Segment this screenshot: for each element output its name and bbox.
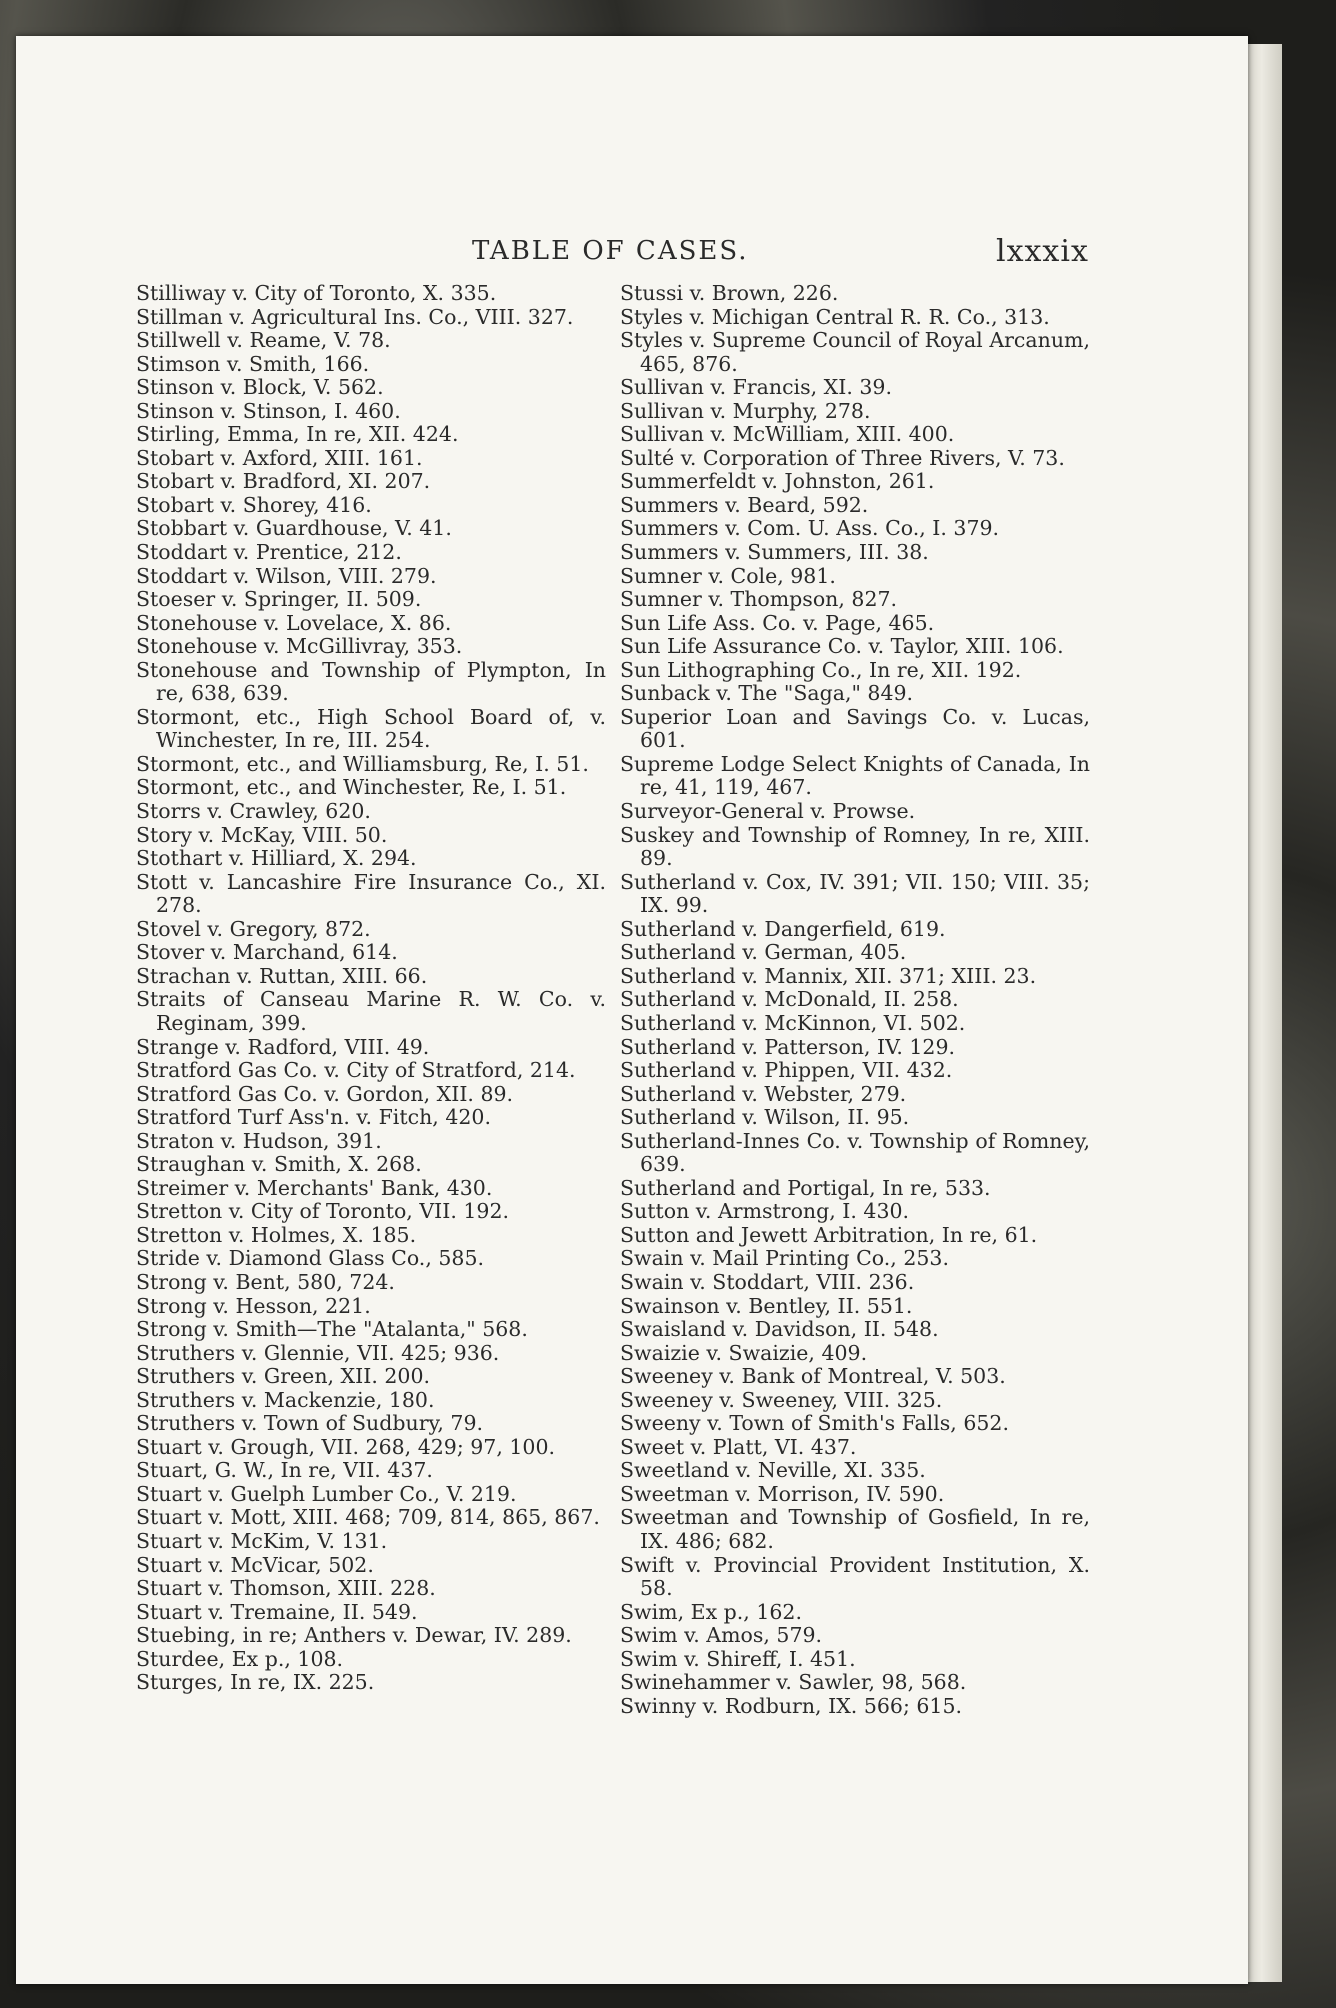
case-entry: Sun Lithographing Co., In re, XII. 192. bbox=[620, 657, 1022, 682]
case-entry: Sullivan v. Francis, XI. 39. bbox=[620, 375, 892, 400]
case-entry: Sutherland v. Patterson, IV. 129. bbox=[620, 1034, 956, 1059]
case-entry: Story v. McKay, VIII. 50. bbox=[136, 822, 388, 847]
case-entry: Stride v. Diamond Glass Co., 585. bbox=[136, 1246, 484, 1271]
case-entry: Stuart, G. W., In re, VII. 437. bbox=[136, 1458, 433, 1483]
case-entry: Suskey and Township of Romney, In re, XIII. 89. bbox=[620, 822, 1090, 871]
case-entry: Struthers v. Glennie, VII. 425; 936. bbox=[136, 1340, 500, 1365]
case-entry: Stinson v. Block, V. 562. bbox=[136, 375, 384, 400]
case-entry: Strange v. Radford, VIII. 49. bbox=[136, 1034, 430, 1059]
case-entry: Sullivan v. McWilliam, XIII. 400. bbox=[620, 422, 955, 447]
case-entry: Swift v. Provincial Provident Institution, X. 58. bbox=[620, 1552, 1090, 1601]
case-entry: Sutherland-Innes Co. v. Township of Romney, 639. bbox=[620, 1128, 1090, 1177]
case-entry: Sun Life Assurance Co. v. Taylor, XIII. 106. bbox=[620, 634, 1064, 659]
case-entry: Stoddart v. Prentice, 212. bbox=[136, 540, 402, 565]
case-entry: Sutherland v. Wilson, II. 95. bbox=[620, 1105, 910, 1130]
case-entry: Stobart v. Bradford, XI. 207. bbox=[136, 469, 431, 494]
case-entry: Summers v. Beard, 592. bbox=[620, 492, 869, 517]
case-entry: Stuart v. Tremaine, II. 549. bbox=[136, 1599, 418, 1624]
case-entry: Stott v. Lancashire Fire Insurance Co., XI. 278. bbox=[136, 869, 606, 918]
case-entry: Sun Life Ass. Co. v. Page, 465. bbox=[620, 610, 935, 635]
case-entry: Sturdee, Ex p., 108. bbox=[136, 1646, 344, 1671]
case-entry: Sweeny v. Town of Smith's Falls, 652. bbox=[620, 1411, 1009, 1436]
case-entry: Streimer v. Merchants' Bank, 430. bbox=[136, 1175, 493, 1200]
case-entry: Sweetman and Township of Gosfield, In re, IX. 486; 682. bbox=[620, 1505, 1090, 1553]
case-entry: Stilliway v. City of Toronto, X. 335. bbox=[136, 281, 497, 305]
case-entry: Swainson v. Bentley, II. 551. bbox=[620, 1293, 913, 1318]
case-entry: Swain v. Stoddart, VIII. 236. bbox=[620, 1269, 915, 1294]
case-entry: Sutherland v. Dangerfield, 619. bbox=[620, 916, 946, 941]
case-entry: Styles v. Michigan Central R. R. Co., 313. bbox=[620, 304, 1050, 329]
case-entry: Straits of Canseau Marine R. W. Co. v. Reginam, 399. bbox=[136, 987, 606, 1035]
case-entry: Sutherland v. McDonald, II. 258. bbox=[620, 987, 959, 1012]
case-entry: Sumner v. Thompson, 827. bbox=[620, 587, 898, 612]
case-entry: Stirling, Emma, In re, XII. 424. bbox=[136, 422, 459, 447]
case-entry: Stonehouse v. Lovelace, X. 86. bbox=[136, 610, 452, 635]
case-entry: Stobart v. Axford, XIII. 161. bbox=[136, 445, 423, 470]
page-number: lxxxix bbox=[996, 234, 1089, 269]
case-entry: Swim, Ex p., 162. bbox=[620, 1599, 802, 1624]
case-entry: Sutherland v. Cox, IV. 391; VII. 150; VIII. 35; IX. 99. bbox=[620, 869, 1090, 918]
case-entry: Summerfeldt v. Johnston, 261. bbox=[620, 469, 935, 494]
case-entry: Superior Loan and Savings Co. v. Lucas, 601. bbox=[620, 704, 1090, 753]
case-entry: Stratford Turf Ass'n. v. Fitch, 420. bbox=[136, 1105, 491, 1130]
case-entry: Stretton v. Holmes, X. 185. bbox=[136, 1222, 417, 1247]
case-entry: Stimson v. Smith, 166. bbox=[136, 351, 370, 376]
case-entry: Stuebing, in re; Anthers v. Dewar, IV. 289. bbox=[136, 1623, 572, 1648]
case-entry: Strachan v. Ruttan, XIII. 66. bbox=[136, 963, 428, 988]
page-edge bbox=[1248, 44, 1282, 1982]
case-entry: Sturges, In re, IX. 225. bbox=[136, 1670, 375, 1695]
case-entry: Stobart v. Shorey, 416. bbox=[136, 492, 372, 517]
case-entry: Swaizie v. Swaizie, 409. bbox=[620, 1340, 868, 1365]
case-entry: Swain v. Mail Printing Co., 253. bbox=[620, 1246, 949, 1271]
case-entry: Straton v. Hudson, 391. bbox=[136, 1128, 382, 1153]
case-entry: Swim v. Amos, 579. bbox=[620, 1623, 823, 1648]
case-entry: Stuart v. McVicar, 502. bbox=[136, 1552, 374, 1577]
case-entry: Struthers v. Green, XII. 200. bbox=[136, 1364, 431, 1389]
case-entry: Strong v. Hesson, 221. bbox=[136, 1293, 371, 1318]
case-entry: Summers v. Summers, III. 38. bbox=[620, 540, 929, 565]
case-entry: Sutherland v. Webster, 279. bbox=[620, 1081, 907, 1106]
case-entry: Stussi v. Brown, 226. bbox=[620, 281, 839, 305]
case-entry: Stormont, etc., and Williamsburg, Re, I. 51. bbox=[136, 751, 589, 776]
right-column bbox=[620, 282, 1090, 1718]
case-entry: Stillwell v. Reame, V. 78. bbox=[136, 328, 391, 353]
case-entry: Styles v. Supreme Council of Royal Arcanum, 465, 876. bbox=[620, 328, 1090, 376]
case-entry: Sumner v. Cole, 981. bbox=[620, 563, 836, 588]
case-entry: Sutherland v. German, 405. bbox=[620, 940, 907, 965]
case-entry: Stormont, etc., and Winchester, Re, I. 51. bbox=[136, 775, 567, 800]
case-entry: Stillman v. Agricultural Ins. Co., VIII. 327. bbox=[136, 304, 574, 329]
case-entry: Stuart v. Guelph Lumber Co., V. 219. bbox=[136, 1481, 517, 1506]
case-entry: Sweeney v. Bank of Montreal, V. 503. bbox=[620, 1364, 1006, 1389]
case-entry: Stoeser v. Springer, II. 509. bbox=[136, 587, 422, 612]
page-title: TABLE OF CASES. bbox=[472, 236, 749, 266]
case-entry: Sutton and Jewett Arbitration, In re, 61. bbox=[620, 1222, 1038, 1247]
case-entry: Sutherland v. Phippen, VII. 432. bbox=[620, 1058, 953, 1083]
left-column bbox=[136, 282, 606, 1695]
case-entry: Strong v. Smith—The "Atalanta," 568. bbox=[136, 1317, 528, 1342]
case-entry: Sweet v. Platt, VI. 437. bbox=[620, 1434, 857, 1459]
case-entry: Swaisland v. Davidson, II. 548. bbox=[620, 1317, 939, 1342]
case-entry: Supreme Lodge Select Knights of Canada, In re, 41, 119, 467. bbox=[620, 751, 1090, 800]
case-entry: Sutherland v. Mannix, XII. 371; XIII. 23. bbox=[620, 963, 1037, 988]
case-entry: Swinny v. Rodburn, IX. 566; 615. bbox=[620, 1693, 963, 1718]
case-entry: Sweeney v. Sweeney, VIII. 325. bbox=[620, 1387, 943, 1412]
case-entry: Sunback v. The "Saga," 849. bbox=[620, 681, 914, 706]
case-entry: Storrs v. Crawley, 620. bbox=[136, 799, 371, 824]
case-entry: Stover v. Marchand, 614. bbox=[136, 940, 398, 965]
case-entry: Struthers v. Mackenzie, 180. bbox=[136, 1387, 435, 1412]
case-entry: Summers v. Com. U. Ass. Co., I. 379. bbox=[620, 516, 1000, 541]
case-entry: Stobbart v. Guardhouse, V. 41. bbox=[136, 516, 452, 541]
case-entry: Stonehouse v. McGillivray, 353. bbox=[136, 634, 463, 659]
case-entry: Stuart v. Grough, VII. 268, 429; 97, 100. bbox=[136, 1434, 556, 1459]
case-entry: Sutherland and Portigal, In re, 533. bbox=[620, 1175, 991, 1200]
case-entry: Stretton v. City of Toronto, VII. 192. bbox=[136, 1199, 510, 1224]
case-entry: Sutton v. Armstrong, I. 430. bbox=[620, 1199, 910, 1224]
case-entry: Struthers v. Town of Sudbury, 79. bbox=[136, 1411, 483, 1436]
case-entry: Surveyor-General v. Prowse. bbox=[620, 799, 916, 824]
case-entry: Sulté v. Corporation of Three Rivers, V. 73. bbox=[620, 445, 1065, 470]
case-entry: Swim v. Shireff, I. 451. bbox=[620, 1646, 856, 1671]
page-header bbox=[16, 236, 1248, 276]
case-entry: Strong v. Bent, 580, 724. bbox=[136, 1269, 395, 1294]
case-entry: Stuart v. Thomson, XIII. 228. bbox=[136, 1576, 436, 1601]
case-entry: Stratford Gas Co. v. City of Stratford, 214. bbox=[136, 1058, 576, 1083]
case-entry: Stinson v. Stinson, I. 460. bbox=[136, 398, 401, 423]
case-entry: Stuart v. McKim, V. 131. bbox=[136, 1528, 388, 1553]
case-entry: Sullivan v. Murphy, 278. bbox=[620, 398, 871, 423]
case-entry: Stovel v. Gregory, 872. bbox=[136, 916, 371, 941]
case-entry: Swinehammer v. Sawler, 98, 568. bbox=[620, 1670, 967, 1695]
case-entry: Sweetland v. Neville, XI. 335. bbox=[620, 1458, 926, 1483]
case-entry: Stratford Gas Co. v. Gordon, XII. 89. bbox=[136, 1081, 514, 1106]
case-entry: Straughan v. Smith, X. 268. bbox=[136, 1152, 422, 1177]
case-entry: Sutherland v. McKinnon, VI. 502. bbox=[620, 1010, 966, 1035]
case-entry: Sweetman v. Morrison, IV. 590. bbox=[620, 1481, 945, 1506]
case-entry: Stoddart v. Wilson, VIII. 279. bbox=[136, 563, 437, 588]
book-page bbox=[16, 36, 1248, 1984]
case-entry: Stormont, etc., High School Board of, v. Winchester, In re, III. 254. bbox=[136, 704, 606, 753]
case-entry: Stothart v. Hilliard, X. 294. bbox=[136, 846, 417, 871]
case-entry: Stuart v. Mott, XIII. 468; 709, 814, 865, 867. bbox=[136, 1505, 600, 1530]
case-entry: Stonehouse and Township of Plympton, In re, 638, 639. bbox=[136, 657, 606, 706]
